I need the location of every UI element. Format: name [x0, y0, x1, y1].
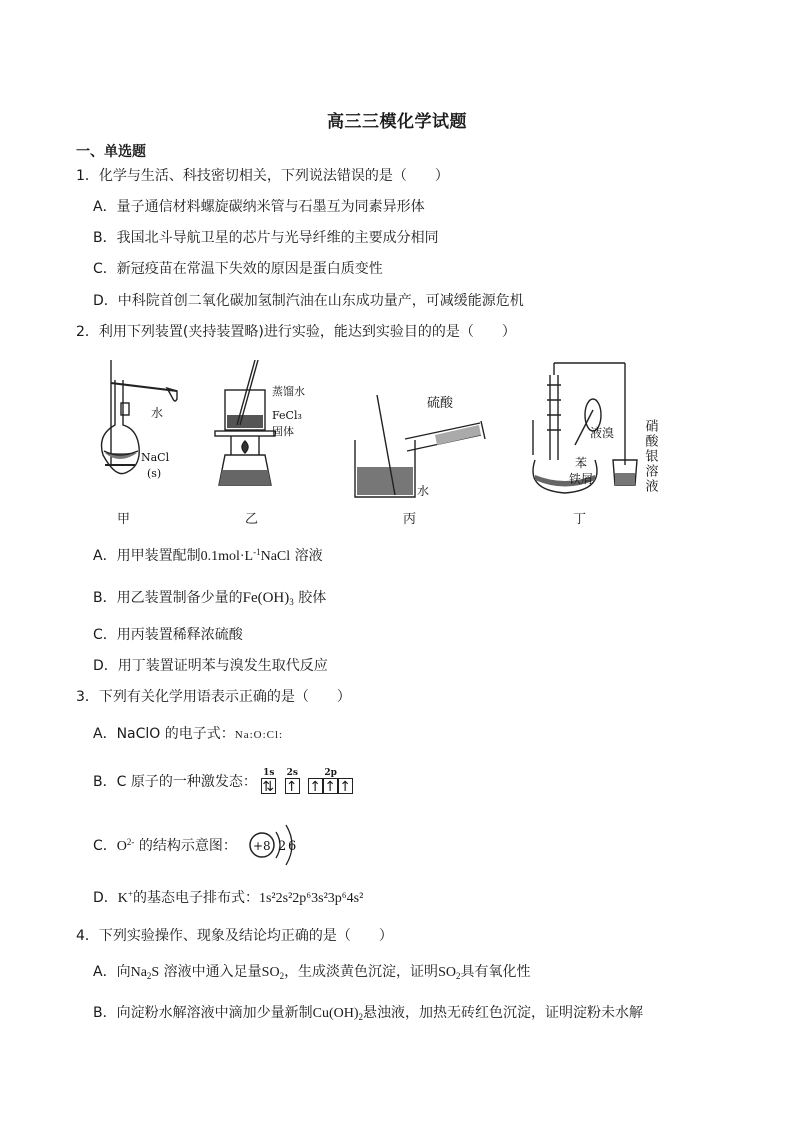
- question-3-stem: 3．下列有关化学用语表示正确的是（ ）: [76, 689, 351, 705]
- figure-label-bing: 丙: [403, 512, 417, 527]
- yi-fecl3-label: FeCl₃: [272, 409, 302, 422]
- orbital-2s-diagram: 2s ↑: [285, 768, 298, 795]
- ding-iron-label: 铁屑: [569, 472, 594, 486]
- apparatus-figure: [95, 355, 685, 530]
- question-1-option-d: D．中科院首创二氧化碳加氢制汽油在山东成功量产，可减缓能源危机: [93, 293, 524, 309]
- figure-label-yi: 乙: [245, 512, 259, 527]
- electron-formula: Na:O:Cl:: [234, 729, 284, 741]
- jia-nacl-label: NaCl: [141, 451, 170, 464]
- ding-agno3-label: 硝酸银溶液: [642, 419, 658, 494]
- question-3-option-d: D．K+的基态电子排布式：1s²2s²2p⁶3s²3p⁶4s²: [93, 889, 364, 906]
- question-1-option-c: C．新冠疫苗在常温下失效的原因是蛋白质变性: [93, 261, 383, 277]
- oxygen-ion-structure-diagram: [246, 820, 306, 870]
- question-1-option-b: B．我国北斗导航卫星的芯片与光导纤维的主要成分相同: [93, 230, 439, 246]
- question-2-stem: 2．利用下列装置(夹持装置略)进行实验，能达到实验目的的是（ ）: [76, 324, 516, 340]
- ding-benzene-label: 苯: [575, 456, 588, 470]
- burner-yi-diagram: [215, 360, 275, 485]
- question-2-option-c: C．用丙装置稀释浓硫酸: [93, 627, 243, 643]
- question-4-option-a: A．向$Na_2S$ 溶液中通入足量$SO_2$，生成淡黄色沉淀，证明$SO_2$具有氧化性: [93, 964, 531, 981]
- bing-acid-label: 硫酸: [427, 396, 454, 411]
- jia-state-label: (s): [147, 467, 162, 480]
- bing-water-label: 水: [417, 484, 430, 498]
- question-3-option-c: C．$O^{2-}$ 的结构示意图：: [93, 837, 237, 854]
- jia-water-label: 水: [151, 406, 164, 420]
- svg-text:+8: +8: [253, 839, 271, 853]
- question-2-option-b: B．用乙装置制备少量的$Fe(OH)_3$ 胶体: [93, 590, 327, 607]
- yi-distilled-label: 蒸馏水: [272, 385, 305, 398]
- yi-solid-label: 固体: [272, 425, 294, 438]
- question-1-stem: 1．化学与生活、科技密切相关，下列说法错误的是（ ）: [76, 168, 449, 184]
- section-heading: 一、单选题: [76, 144, 146, 160]
- svg-text:6: 6: [288, 839, 297, 854]
- question-3-option-b: B．C 原子的一种激发态： 1s ⇅ 2s ↑ 2p ↑ ↑ ↑: [93, 768, 357, 794]
- orbital-2p-diagram: 2p ↑ ↑ ↑: [308, 768, 353, 794]
- question-4-stem: 4．下列实验操作、现象及结论均正确的是（ ）: [76, 928, 393, 944]
- figure-label-jia: 甲: [117, 512, 131, 527]
- question-4-option-b: B．向淀粉水解溶液中滴加少量新制$Cu(OH)_2$悬浊液，加热无砖红色沉淀，证明淀粉未水解: [93, 1005, 643, 1022]
- question-1-option-a: A．量子通信材料螺旋碳纳米管与石墨互为同素异形体: [93, 199, 425, 215]
- svg-text:2: 2: [278, 839, 287, 854]
- question-2-option-d: D．用丁装置证明苯与溴发生取代反应: [93, 658, 328, 674]
- orbital-1s-diagram: 1s ⇅: [262, 768, 275, 795]
- dilution-bing-diagram: [355, 395, 485, 497]
- figure-label-ding: 丁: [573, 512, 587, 527]
- question-3-option-a: A．NaClO 的电子式：Na:O:Cl:: [93, 726, 284, 742]
- ding-bromine-label: 液溴: [590, 426, 615, 440]
- question-2-option-a: A．用甲装置配制$0.1mol\cdot L^{-1}NaCl$ 溶液: [93, 547, 323, 564]
- page-title: 高三三模化学试题: [327, 112, 467, 132]
